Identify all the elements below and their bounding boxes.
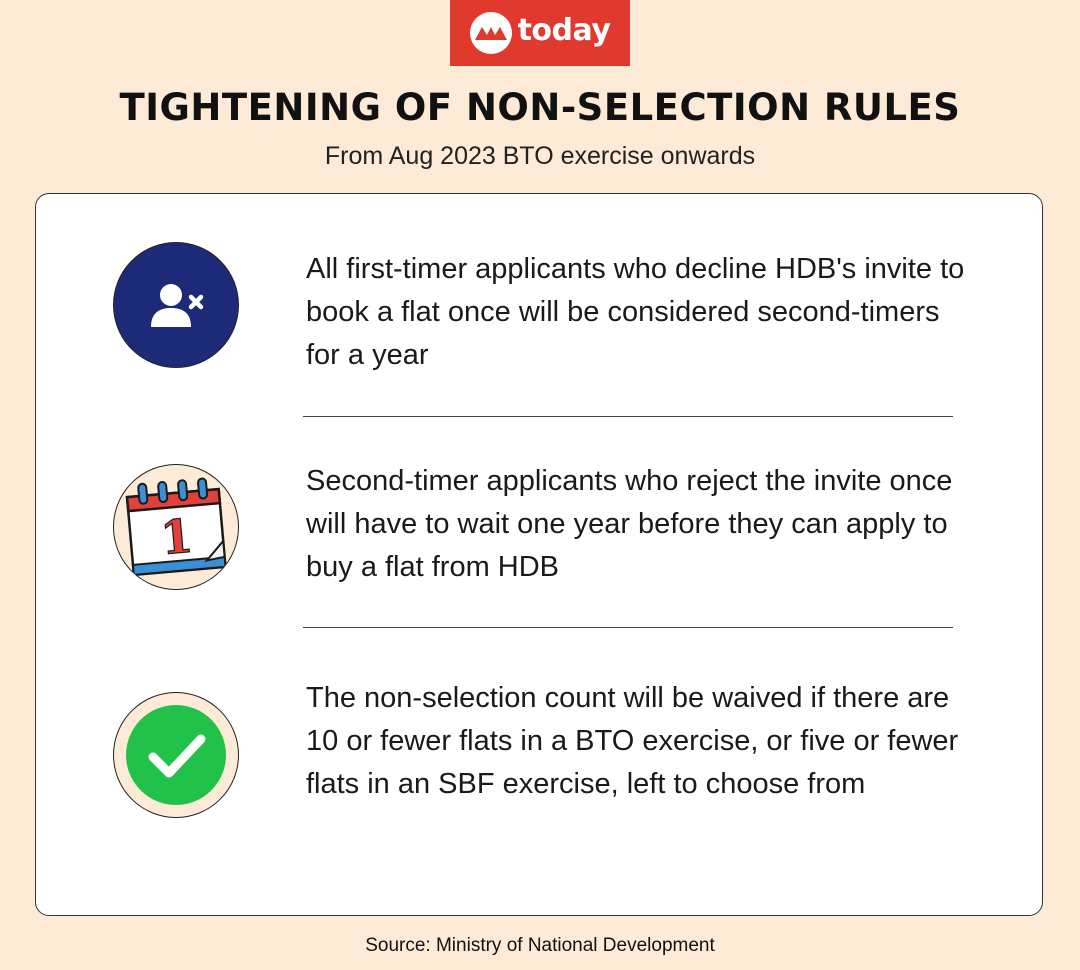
source-note: Source: Ministry of National Development <box>365 935 715 956</box>
calendar-icon <box>113 464 239 590</box>
calendar-day: 1 <box>158 508 195 566</box>
mediacorp-wave-logo-icon <box>470 12 512 54</box>
rule-3-text: The non-selection count will be waived if there are 10 or fewer flats in a BTO exercise, or five or fewer flats in an SBF exercise, left to choose from <box>306 682 959 800</box>
checkmark-icon <box>113 692 239 818</box>
brand-name: today <box>517 13 611 48</box>
page-subtitle: From Aug 2023 BTO exercise onwards <box>324 142 756 170</box>
rule-2-text: Second-timer applicants who reject the invite once will have to wait one year before they can apply to buy a flat from HDB <box>306 465 953 583</box>
user-remove-icon <box>113 242 239 368</box>
today-logo <box>450 0 630 66</box>
rules-card <box>35 193 1043 916</box>
divider <box>303 416 953 417</box>
page-title: TIGHTENING OF NON-SELECTION RULES <box>119 86 961 129</box>
divider <box>303 627 953 628</box>
rule-1-text: All first-timer applicants who decline HDB's invite to book a flat once will be considered second-timers for a year <box>306 253 965 371</box>
